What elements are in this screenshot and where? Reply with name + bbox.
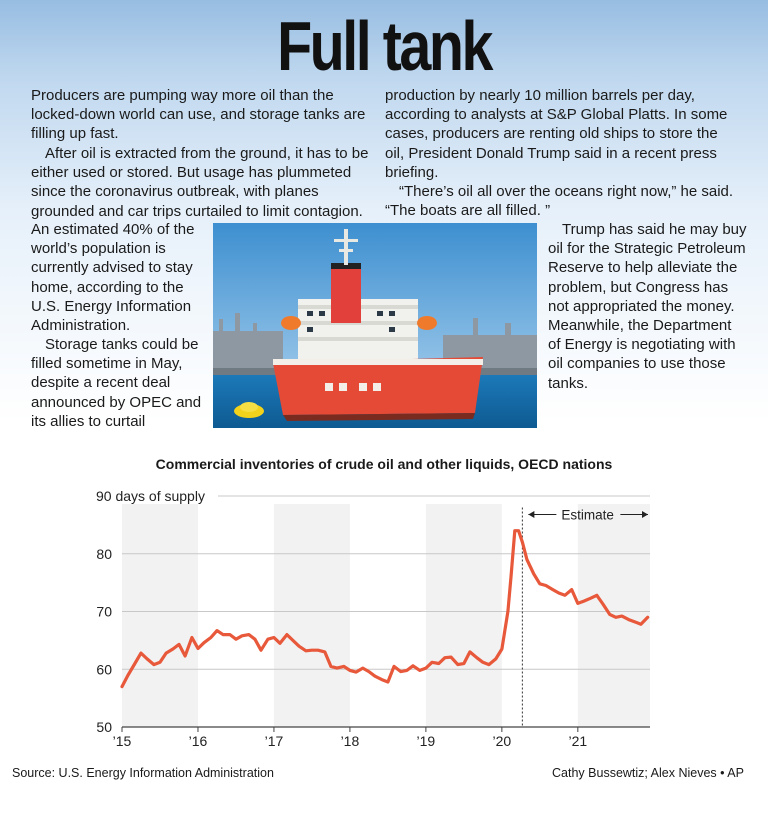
inventory-line-chart — [0, 480, 768, 760]
y-tick-label-70: 70 — [96, 603, 112, 620]
y-tick-label-50: 50 — [96, 719, 112, 735]
article-right-paragraph-2: “There’s oil all over the oceans right now,” he said. “The boats are all filled. ” — [385, 183, 734, 220]
article-right-paragraph-3: Trump has said he may buy oil for the Strategic Petroleum Reserve to help alleviate the problem, but Congress has not appropriated the money. Meanwhile, the Department of Energy is negotiating with oil companies to use those tanks. — [548, 221, 747, 392]
estimate-label: Estimate — [561, 507, 614, 523]
year-band-2017 — [274, 504, 350, 727]
estimate-arrow-left-head — [528, 511, 534, 518]
article-left-paragraph-2: After oil is extracted from the ground, it has to be either used or stored. But usage has plummeted since the coronavirus outbreak, with planes grounded and car trips curtailed to limit contagion. — [31, 145, 369, 220]
x-tick-label-2015: ’15 — [112, 733, 132, 749]
year-band-2015 — [122, 504, 198, 727]
chart-title: Commercial inventories of crude oil and other liquids, OECD nations — [155, 456, 613, 472]
article-left-paragraph-4: Storage tanks could be filled sometime in May, despite a recent deal announced by OPEC and its allies to curtail — [31, 336, 202, 430]
x-tick-label-2020: ’20 — [492, 733, 512, 749]
y-tick-label-80: 80 — [96, 545, 112, 562]
x-tick-label-2019: ’19 — [416, 733, 436, 749]
year-band-2019 — [426, 504, 502, 727]
tanker-ship-photo — [213, 223, 537, 428]
article-left-paragraph-1: Producers are pumping way more oil than the locked-down world can use, and storage tanks are filling up fast. — [31, 87, 366, 143]
article-left-paragraph-3: An estimated 40% of the world’s population is currently advised to stay home, according to the U.S. Energy Information Administration. — [31, 221, 195, 335]
x-tick-label-2017: ’17 — [264, 733, 284, 749]
source-note: Source: U.S. Energy Information Administration — [12, 766, 274, 780]
credit-line: Cathy Bussewtiz; Alex Nieves • AP — [552, 766, 744, 780]
y-tick-label-60: 60 — [96, 661, 112, 678]
y-axis-top-label: 90 days of supply — [96, 488, 205, 504]
x-tick-label-2018: ’18 — [340, 733, 360, 749]
x-tick-label-2021: ’21 — [568, 733, 588, 749]
headline: Full tank — [277, 7, 491, 85]
x-tick-label-2016: ’16 — [188, 733, 208, 749]
article-right-paragraph-1: production by nearly 10 million barrels per day, according to analysts at S&P Global Platts. In some cases, producers are renting old ships to store the oil, President Donald Trump said in a recent press briefing. — [385, 87, 728, 181]
